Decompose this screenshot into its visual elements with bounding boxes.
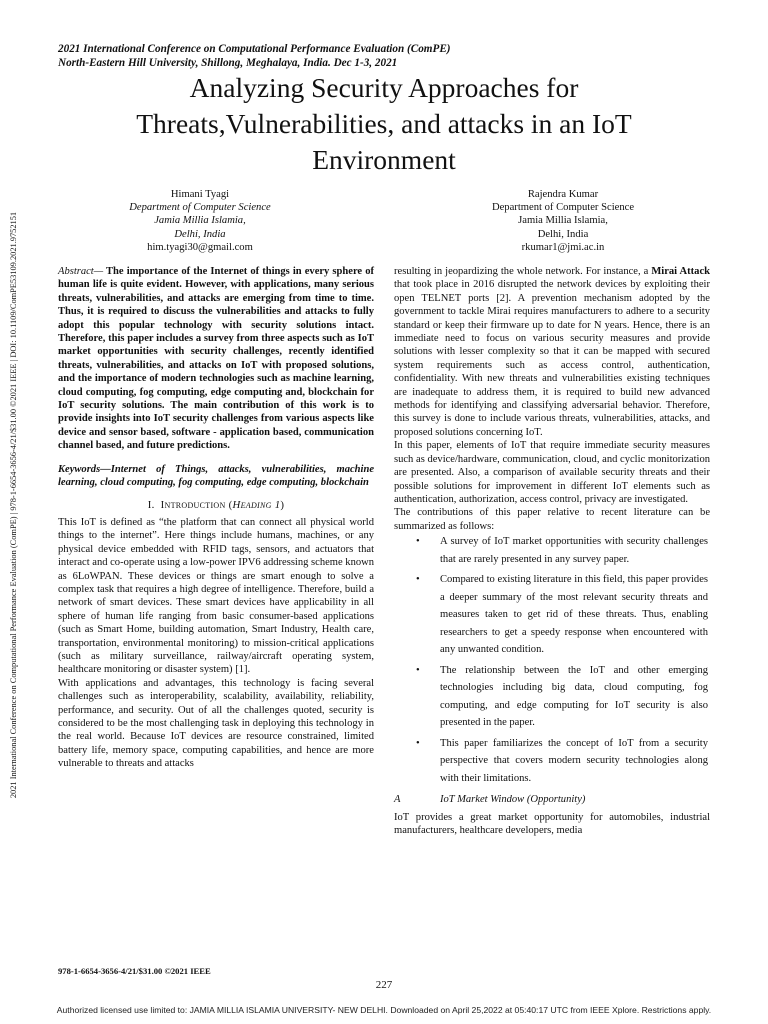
subsection-letter: A <box>394 794 401 806</box>
author-block-2 <box>433 188 693 254</box>
bullet-icon: • <box>416 536 420 548</box>
section-note-open: ( <box>228 498 233 511</box>
subsection-title: IoT Market Window (Opportunity) <box>440 794 586 806</box>
section-note-close: ) <box>280 498 285 511</box>
license-notice: Authorized licensed use limited to: JAMIA MILLIA ISLAMIA UNIVERSITY- NEW DELHI. Downloaded on April 25,2022 at 05:40:17 UTC from IEEE Xplore. Restrictions apply. <box>56 1005 712 1015</box>
left-column <box>58 265 374 771</box>
text-span: that took place in 2016 disrupted the network devices by exploiting their open TELNET ports [2]. A prevention mechanism adopted by the government to tackle Mirai requires manufacturers to adhere to a security standard or keep their firmware up to date for N years. Hence, there is an immediate need to focus on various security measures and provide solutions with lesser complexity so that it can be mapped with secured system requirements such as access control, authentication, confidentiality. With new threats and vulnerabilities existing techniques are inadequate to address them, it is required to build new advanced methods for identifying and classifying adversarial behavior. Therefore, this survey is done to include various threats, vulnerabilities, attacks, and proposed solutions concerning IoT. <box>394 279 710 438</box>
conference-header <box>58 42 578 70</box>
abstract <box>58 265 374 453</box>
author-organization: Jamia Millia Islamia, <box>154 215 246 227</box>
conference-line-2: North-Eastern Hill University, Shillong, Meghalaya, India. Dec 1-3, 2021 <box>58 57 398 69</box>
right-paragraph-4: IoT provides a great market opportunity for automobiles, industrial manufacturers, healthcare developers, media <box>394 811 710 836</box>
contributions-list <box>394 533 710 787</box>
section-title: Introduction <box>160 498 226 511</box>
author-email: him.tyagi30@gmail.com <box>147 241 253 253</box>
subsection-heading <box>394 793 710 806</box>
author-department: Department of Computer Science <box>491 202 635 214</box>
author-name: Rajendra Kumar <box>527 189 599 200</box>
page-number: 227 <box>375 979 393 991</box>
keywords-text: Internet of Things, attacks, vulnerabilities, machine learning, cloud computing, fog computing, edge computing, blockchain <box>58 463 374 489</box>
mirai-attack-term: Mirai Attack <box>651 266 710 277</box>
list-item-text: This paper familiarizes the concept of IoT from a security perspective that covers modern security technologies along with their limitations. <box>440 737 708 784</box>
author-email: rkumar1@jmi.ac.in <box>521 241 605 253</box>
list-item <box>416 571 710 659</box>
keywords-label: Keywords— <box>58 463 111 475</box>
keywords <box>58 463 374 490</box>
author-department: Department of Computer Science <box>129 202 271 214</box>
bullet-icon: • <box>416 664 420 676</box>
author-organization: Jamia Millia Islamia, <box>518 215 608 227</box>
list-item-text: The relationship between the IoT and other emerging technologies including big data, cloud computing, fog computing, and edge computing for IoT security is also presented in the paper. <box>440 664 708 729</box>
author-name: Himani Tyagi <box>170 189 230 200</box>
right-paragraph-1 <box>394 265 710 439</box>
right-paragraph-3: The contributions of this paper relative to recent literature can be summarized as follows: <box>394 507 710 532</box>
text-span: resulting in jeopardizing the whole network. For instance, a <box>394 266 652 277</box>
list-item-text: Compared to existing literature in this field, this paper provides a deeper summary of the most relevant security threats and measures taken to get rid of these threats. Thus, enabling researchers to get a speedy response when encountered with any unwanted condition. <box>440 574 708 656</box>
list-item <box>416 662 710 732</box>
section-note: Heading 1 <box>232 498 281 511</box>
list-item <box>416 735 710 788</box>
author-location: Delhi, India <box>537 228 589 240</box>
side-doi-stamp: 2021 International Conference on Computational Performance Evaluation (ComPE) | 978-1-6654-3656-4/21/$31.00 ©2021 IEEE | DOI: 10.1109/ComPE53109.2021.9752151 <box>9 211 18 799</box>
intro-paragraph-2: With applications and advantages, this technology is facing several challenges such as interoperability, scalability, availability, reliability, performance, and security. Out of all the challenges quoted, security is considered to be the most challenging task in deploying this technology in the real world. Because IoT devices are resource constrained, limited battery life, memory space, computing capabilities, and hence are more vulnerable to threats and attacks <box>58 677 374 770</box>
author-block-1 <box>70 188 330 254</box>
list-item <box>416 533 710 568</box>
bullet-icon: • <box>416 737 420 749</box>
abstract-label: Abstract— <box>58 266 104 277</box>
bullet-icon: • <box>416 574 420 586</box>
section-number: I. <box>147 498 155 511</box>
section-heading-introduction <box>58 499 374 512</box>
abstract-text: The importance of the Internet of things in every sphere of human life is quite evident. However, with applications, many serious threats, vulnerabilities, and attacks are emerging from time to time. Thus, it is required to discuss the vulnerabilities and attacks to fully adopt this popular technology with security solutions intact. Therefore, this paper includes a survey from three aspects such as IoT market opportunities with security challenges, recently identified threats, vulnerabilities, and attacks on IoT with proposed solutions, and the importance of modern technologies such as machine learning, cloud computing, fog computing, edge computing and, blockchain for IoT security solutions. The main contribution of this work is to provide insights into IoT security challenges from various aspects like device and sensor based, software - application based, communication channel based, and future predictions. <box>58 266 374 452</box>
intro-paragraph-1: This IoT is defined as “the platform that can connect all physical world things to the internet”. Here things include humans, machines, or any physical device embedded with RFID tags, sensors, and actuators that interact and co-operate using a low-power IPV6 addressing scheme known as 6LoWPAN. These devices or things are smart enough to solve a complex task that requires a high degree of intelligence. Therefore, build a network of smart devices. These smart devices have applicability in all sphere of human life ranging from basic consumer-based applications (such as Smart Home, building automation, Smart Industry, Health care, transportation, environmental monitoring) to mission-critical applications (such as military surveillance, railway/aircraft operating system, healthcare monitoring or disaster system) [1]. <box>58 516 375 676</box>
right-column <box>394 265 710 837</box>
footer-isbn: 978-1-6654-3656-4/21/$31.00 ©2021 IEEE <box>58 966 211 976</box>
right-paragraph-2: In this paper, elements of IoT that require immediate security measures such as device/hardware, communication, cloud, and cyclic monitorization are presented. Also, a comparison of available security threats and their possible solutions for improvement in different IoT elements such as authentication, authorization, access control, privacy are investigated. <box>394 440 710 505</box>
list-item-text: A survey of IoT market opportunities with security challenges that are rarely presented in any survey paper. <box>440 536 708 565</box>
author-location: Delhi, India <box>174 228 226 240</box>
conference-line-1: 2021 International Conference on Computational Performance Evaluation (ComPE) <box>58 43 451 55</box>
paper-title: Analyzing Security Approaches for Threats,Vulnerabilities, and attacks in an IoT Environment <box>136 72 632 175</box>
